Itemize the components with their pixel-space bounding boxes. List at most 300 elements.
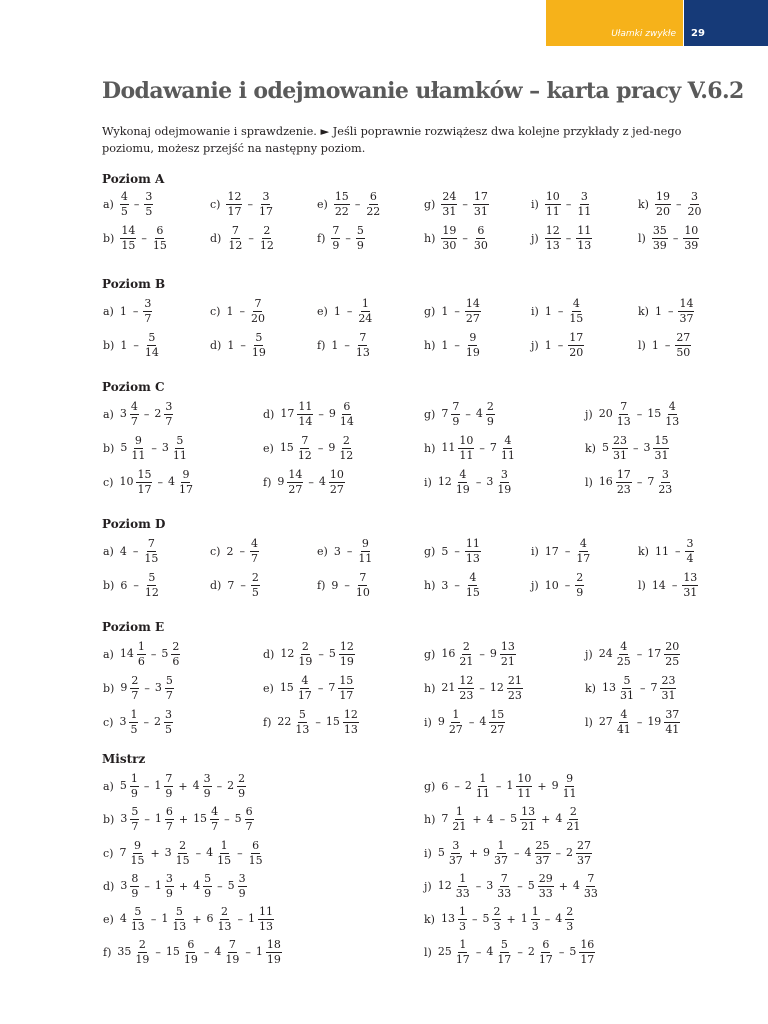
term: [543, 546, 562, 557]
exercise: [317, 571, 373, 599]
operator: +: [468, 846, 479, 860]
fraction: [686, 191, 702, 218]
fraction: [251, 332, 267, 359]
denominator: 11: [475, 786, 490, 800]
operator: –: [132, 544, 139, 558]
fraction: [489, 709, 505, 736]
numerator: 7: [359, 570, 367, 584]
numerator: 17: [473, 189, 488, 203]
operator: –: [317, 681, 324, 695]
fraction: [458, 675, 474, 702]
whole-number: 5: [601, 441, 609, 454]
numerator: 2: [576, 570, 584, 584]
whole-number: 14: [651, 578, 666, 592]
numerator: 17: [616, 467, 631, 481]
header-chapter-band: [546, 0, 683, 46]
numerator: 4: [130, 399, 138, 413]
numerator: 9: [566, 771, 574, 785]
exercise-label: j): [531, 338, 539, 352]
fraction: [165, 873, 174, 900]
denominator: 9: [238, 886, 246, 900]
numerator: 5: [176, 433, 184, 447]
operator: –: [317, 441, 324, 455]
term: [439, 781, 451, 792]
numerator: 3: [238, 871, 246, 885]
fraction: [355, 332, 371, 359]
exercise: [531, 224, 594, 252]
numerator: 1: [452, 707, 460, 721]
numerator: 6: [477, 223, 485, 237]
denominator: 25: [616, 654, 631, 668]
fraction: [250, 298, 266, 325]
denominator: 9: [165, 886, 173, 900]
operator: +: [506, 912, 516, 926]
denominator: 23: [459, 688, 474, 702]
term: [205, 906, 235, 933]
term: [471, 191, 491, 218]
operator: –: [475, 945, 482, 959]
whole-number: 4: [486, 812, 494, 826]
fraction: [516, 773, 532, 800]
numerator: 12: [459, 673, 474, 687]
numerator: 27: [676, 330, 691, 344]
numerator: 3: [144, 296, 152, 310]
whole-number: 3: [119, 715, 127, 728]
numerator: 3: [686, 536, 694, 550]
denominator: 23: [658, 482, 673, 496]
operator: –: [565, 197, 572, 211]
term: [645, 401, 682, 428]
fraction: [258, 191, 274, 218]
denominator: 12: [339, 448, 354, 462]
term: [332, 546, 344, 557]
numerator: 29: [538, 871, 553, 885]
operator: +: [178, 879, 189, 893]
term: [224, 306, 236, 317]
fraction: [565, 906, 574, 933]
term: [152, 401, 175, 428]
fraction: [237, 773, 246, 800]
operator: –: [636, 475, 643, 489]
whole-number: 9: [277, 475, 285, 488]
fraction: [203, 773, 212, 800]
term: [485, 814, 497, 825]
operator: –: [454, 779, 460, 793]
fraction: [164, 773, 173, 800]
term: [436, 873, 473, 900]
whole-number: 1: [441, 338, 449, 352]
numerator: 4: [668, 399, 676, 413]
term: [477, 709, 507, 736]
numerator: 2: [251, 570, 259, 584]
fraction: [165, 806, 174, 833]
numerator: 15: [339, 673, 354, 687]
operator: –: [144, 879, 150, 893]
operator: –: [344, 578, 350, 592]
denominator: 27: [465, 311, 480, 325]
exercise-label: h): [424, 578, 436, 592]
exercise-label: c): [103, 846, 114, 860]
whole-number: 4: [479, 715, 487, 728]
operator: –: [454, 338, 460, 352]
fraction: [465, 332, 481, 359]
denominator: 17: [137, 482, 152, 496]
exercise-label: f): [317, 338, 326, 352]
fraction: [678, 298, 694, 325]
whole-number: 5: [161, 647, 169, 660]
numerator: 7: [301, 433, 309, 447]
fraction: [210, 806, 219, 833]
exercise: [210, 297, 268, 325]
numerator: 11: [298, 399, 313, 413]
numerator: 11: [259, 904, 274, 918]
term: [226, 873, 249, 900]
denominator: 19: [497, 482, 512, 496]
exercise: [424, 872, 601, 900]
whole-number: 2: [566, 846, 574, 859]
denominator: 39: [652, 238, 667, 252]
operator: –: [672, 231, 679, 245]
whole-number: 1: [154, 812, 162, 825]
header-divider: [683, 0, 684, 46]
operator: –: [224, 812, 230, 826]
fraction: [144, 332, 160, 359]
numerator: 2: [462, 639, 470, 653]
whole-number: 4: [555, 912, 563, 925]
exercise-label: j): [531, 578, 539, 592]
fraction: [130, 401, 139, 428]
fraction: [164, 401, 173, 428]
whole-number: 3: [486, 879, 494, 892]
numerator: 4: [120, 189, 128, 203]
exercise-label: e): [317, 544, 328, 558]
numerator: 4: [572, 296, 580, 310]
numerator: 6: [165, 804, 173, 818]
exercise: [263, 400, 357, 428]
exercise: [585, 640, 682, 668]
fraction: [164, 709, 173, 736]
fraction: [465, 298, 481, 325]
term: [573, 572, 586, 599]
numerator: 7: [165, 771, 173, 785]
denominator: 9: [203, 786, 211, 800]
operator: –: [475, 879, 482, 893]
exercise-label: g): [424, 197, 436, 211]
denominator: 21: [500, 654, 515, 668]
denominator: 27: [448, 722, 463, 736]
exercise: [638, 571, 700, 599]
numerator: 2: [566, 904, 574, 918]
numerator: 1: [130, 771, 138, 785]
fraction: [357, 298, 373, 325]
fraction: [576, 840, 592, 867]
whole-number: 5: [437, 846, 445, 859]
numerator: 5: [134, 904, 142, 918]
numerator: 1: [455, 804, 463, 818]
operator: –: [454, 304, 460, 318]
denominator: 7: [165, 688, 173, 702]
denominator: 19: [465, 345, 480, 359]
level-heading: Poziom C: [102, 380, 165, 394]
term: [224, 191, 244, 218]
whole-number: 9: [328, 441, 336, 454]
operator: –: [514, 846, 520, 860]
term: [597, 401, 634, 428]
term: [332, 306, 344, 317]
exercise: [531, 331, 586, 359]
fraction: [356, 225, 365, 252]
exercise: [531, 571, 586, 599]
term: [600, 675, 637, 702]
exercise-label: g): [424, 544, 436, 558]
denominator: 21: [521, 819, 536, 833]
operator: –: [479, 681, 485, 695]
exercise-label: j): [585, 407, 593, 421]
fraction: [657, 469, 673, 496]
operator: –: [632, 441, 639, 455]
numerator: 7: [228, 937, 236, 951]
fraction: [616, 469, 632, 496]
numerator: 7: [231, 223, 239, 237]
whole-number: 13: [440, 912, 455, 925]
fraction: [338, 435, 354, 462]
denominator: 13: [259, 919, 274, 933]
level-heading: Poziom E: [102, 620, 165, 634]
whole-number: 9: [331, 578, 339, 592]
term: [278, 641, 315, 668]
numerator: 10: [684, 223, 699, 237]
denominator: 39: [684, 238, 699, 252]
term: [118, 401, 141, 428]
term: [439, 225, 459, 252]
fraction: [258, 906, 274, 933]
term: [645, 469, 675, 496]
exercise: [103, 468, 196, 496]
exercise: [103, 772, 248, 800]
term: [117, 469, 154, 496]
term: [463, 773, 493, 800]
exercise: [210, 224, 277, 252]
fraction: [562, 773, 578, 800]
fraction: [245, 806, 254, 833]
fraction: [616, 401, 632, 428]
denominator: 33: [455, 886, 470, 900]
numerator: 7: [359, 330, 367, 344]
term: [233, 806, 256, 833]
whole-number: 6: [120, 578, 128, 592]
fraction: [334, 191, 350, 218]
term: [317, 469, 347, 496]
denominator: 27: [288, 482, 303, 496]
operator: +: [178, 779, 188, 793]
exercise-label: h): [424, 441, 436, 455]
exercise: [424, 468, 514, 496]
numerator: 3: [164, 707, 172, 721]
term: [488, 675, 525, 702]
term: [600, 435, 630, 462]
term: [645, 709, 682, 736]
operator: +: [472, 812, 482, 826]
term: [676, 298, 696, 325]
whole-number: 1: [441, 304, 449, 318]
denominator: 11: [545, 204, 560, 218]
term: [543, 580, 562, 591]
term: [225, 580, 237, 591]
term: [117, 709, 140, 736]
whole-number: 12: [489, 681, 504, 694]
term: [141, 298, 154, 325]
term: [508, 806, 538, 833]
exercise-label: c): [210, 544, 221, 558]
fraction: [458, 641, 474, 668]
operator: –: [150, 912, 157, 926]
exercise: [317, 297, 375, 325]
numerator: 16: [580, 937, 595, 951]
fraction: [178, 469, 194, 496]
exercise: [103, 938, 284, 966]
operator: +: [537, 779, 547, 793]
fraction: [338, 675, 354, 702]
denominator: 11: [517, 786, 532, 800]
denominator: 5: [120, 204, 128, 218]
fraction: [250, 538, 259, 565]
term: [191, 806, 221, 833]
fraction: [448, 840, 464, 867]
numerator: 4: [620, 639, 628, 653]
term: [650, 225, 670, 252]
operator: –: [565, 231, 572, 245]
term: [329, 225, 342, 252]
fraction: [441, 225, 457, 252]
term: [553, 806, 583, 833]
denominator: 15: [175, 853, 190, 867]
term: [543, 225, 563, 252]
whole-number: 12: [437, 475, 452, 488]
operator: –: [479, 647, 485, 661]
numerator: 6: [343, 399, 351, 413]
operator: –: [475, 475, 482, 489]
level-heading: Poziom B: [102, 277, 166, 291]
exercise: [103, 872, 249, 900]
exercise: [424, 938, 597, 966]
term: [153, 675, 176, 702]
numerator: 1: [459, 937, 467, 951]
term: [191, 773, 214, 800]
numerator: 5: [165, 673, 173, 687]
exercise: [424, 571, 483, 599]
whole-number: 5: [328, 647, 336, 660]
whole-number: 4: [475, 407, 483, 420]
operator: –: [354, 197, 361, 211]
operator: +: [558, 879, 568, 893]
term: [474, 401, 497, 428]
exercise-label: l): [585, 715, 593, 729]
fraction: [538, 939, 554, 966]
numerator: 3: [145, 189, 153, 203]
whole-number: 1: [161, 912, 169, 925]
term: [153, 873, 176, 900]
operator: –: [479, 441, 485, 455]
whole-number: 1: [544, 304, 552, 318]
fraction: [538, 873, 554, 900]
numerator: 5: [148, 570, 156, 584]
term: [159, 641, 182, 668]
denominator: 33: [583, 886, 598, 900]
denominator: 15: [152, 238, 167, 252]
exercise: [103, 331, 162, 359]
term: [275, 469, 305, 496]
term: [278, 401, 315, 428]
fraction: [259, 225, 275, 252]
exercise: [638, 297, 696, 325]
denominator: 37: [535, 853, 550, 867]
term: [278, 435, 315, 462]
fraction: [297, 401, 313, 428]
whole-number: 5: [234, 812, 242, 825]
exercise: [317, 537, 375, 565]
operator: –: [454, 578, 460, 592]
fraction: [664, 401, 680, 428]
fraction: [120, 225, 136, 252]
denominator: 15: [569, 311, 584, 325]
numerator: 24: [442, 189, 457, 203]
numerator: 5: [356, 223, 364, 237]
term: [648, 675, 678, 702]
whole-number: 7: [647, 475, 655, 488]
whole-number: 2: [527, 945, 535, 958]
exercise-label: e): [263, 441, 274, 455]
fraction: [455, 939, 471, 966]
exercise-label: f): [317, 578, 326, 592]
term: [463, 332, 483, 359]
operator: –: [157, 475, 163, 489]
term: [118, 806, 141, 833]
denominator: 19: [455, 482, 470, 496]
denominator: 17: [455, 952, 470, 966]
term: [355, 298, 375, 325]
denominator: 6: [137, 654, 145, 668]
numerator: 37: [665, 707, 680, 721]
exercise: [210, 571, 262, 599]
exercise-label: e): [103, 912, 114, 926]
term: [504, 773, 534, 800]
whole-number: 15: [325, 715, 340, 728]
denominator: 13: [355, 345, 370, 359]
whole-number: 25: [437, 945, 452, 958]
whole-number: 15: [647, 407, 662, 420]
numerator: 4: [459, 467, 467, 481]
operator: –: [636, 715, 643, 729]
denominator: 7: [250, 551, 258, 565]
numerator: 3: [165, 399, 173, 413]
operator: –: [462, 231, 468, 245]
whole-number: 9: [483, 846, 491, 859]
operator: –: [564, 578, 571, 592]
fraction: [486, 401, 495, 428]
fraction: [297, 675, 313, 702]
exercise-label: a): [103, 197, 114, 211]
exercise-label: l): [638, 338, 646, 352]
operator: –: [133, 578, 139, 592]
exercise-label: f): [317, 231, 326, 245]
term: [439, 580, 451, 591]
exercise-label: b): [103, 681, 115, 695]
denominator: 6: [172, 654, 180, 668]
exercise: [424, 708, 507, 736]
exercise-label: c): [103, 475, 114, 489]
denominator: 3: [566, 919, 574, 933]
operator: –: [499, 812, 506, 826]
